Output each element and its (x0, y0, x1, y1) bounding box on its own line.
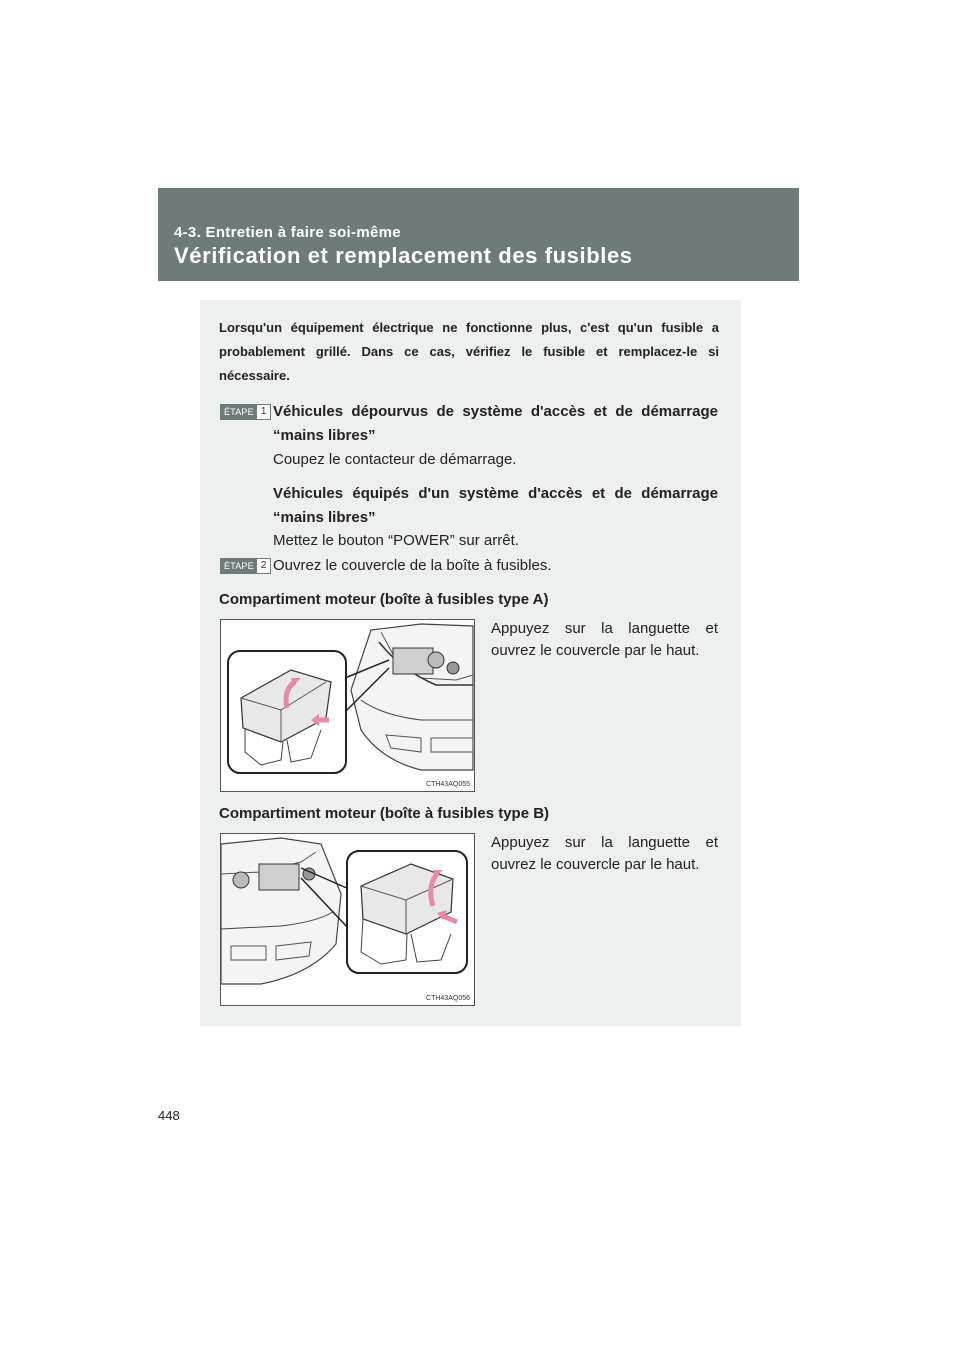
fuse-box-b-description: Appuyez sur la languette et ouvrez le couvercle par le haut. (491, 834, 718, 873)
step-1-variant-2-title: Véhicules équipés d'un système d'accès et de démarrage “mains libres” (273, 485, 718, 526)
step-1-variant-1-text: Coupez le contacteur de démarrage. (273, 451, 517, 468)
figure-code: CTH43AQ056 (426, 995, 470, 1002)
step-2-text: Ouvrez le couvercle de la boîte à fusibles. (273, 557, 552, 574)
fuse-box-b-heading: Compartiment moteur (boîte à fusibles type B) (219, 805, 550, 822)
step-badge-label: ÉTAPE (221, 405, 257, 419)
fuse-box-b-illustration (221, 834, 474, 1005)
step-2-badge (220, 558, 271, 574)
section-header (158, 188, 799, 281)
step-1-variant-1-title: Véhicules dépourvus de système d'accès et de démarrage “mains libres” (273, 403, 718, 444)
step-badge-label: ÉTAPE (221, 559, 257, 573)
step-1-badge (220, 404, 271, 420)
page-number: 448 (158, 1108, 180, 1123)
page-title: Vérification et remplacement des fusibles (174, 243, 633, 268)
fuse-box-b-figure (220, 833, 475, 1006)
figure-code: CTH43AQ055 (426, 781, 470, 788)
step-badge-number: 2 (257, 559, 271, 573)
fuse-box-a-description: Appuyez sur la languette et ouvrez le couvercle par le haut. (491, 620, 718, 659)
step-1-variant-2-text: Mettez le bouton “POWER” sur arrêt. (273, 532, 519, 549)
step-badge-number: 1 (257, 405, 271, 419)
fuse-box-a-heading: Compartiment moteur (boîte à fusibles type A) (219, 591, 549, 608)
fuse-box-a-illustration (221, 620, 474, 791)
section-number: 4-3. Entretien à faire soi-même (174, 224, 401, 241)
content-panel (200, 300, 741, 1026)
intro-paragraph: Lorsqu'un équipement électrique ne fonctionne plus, c'est qu'un fusible a probablement grillé. Dans ce cas, vérifiez le fusible et remplacez-le si nécessaire. (219, 320, 719, 383)
fuse-box-a-figure (220, 619, 475, 792)
